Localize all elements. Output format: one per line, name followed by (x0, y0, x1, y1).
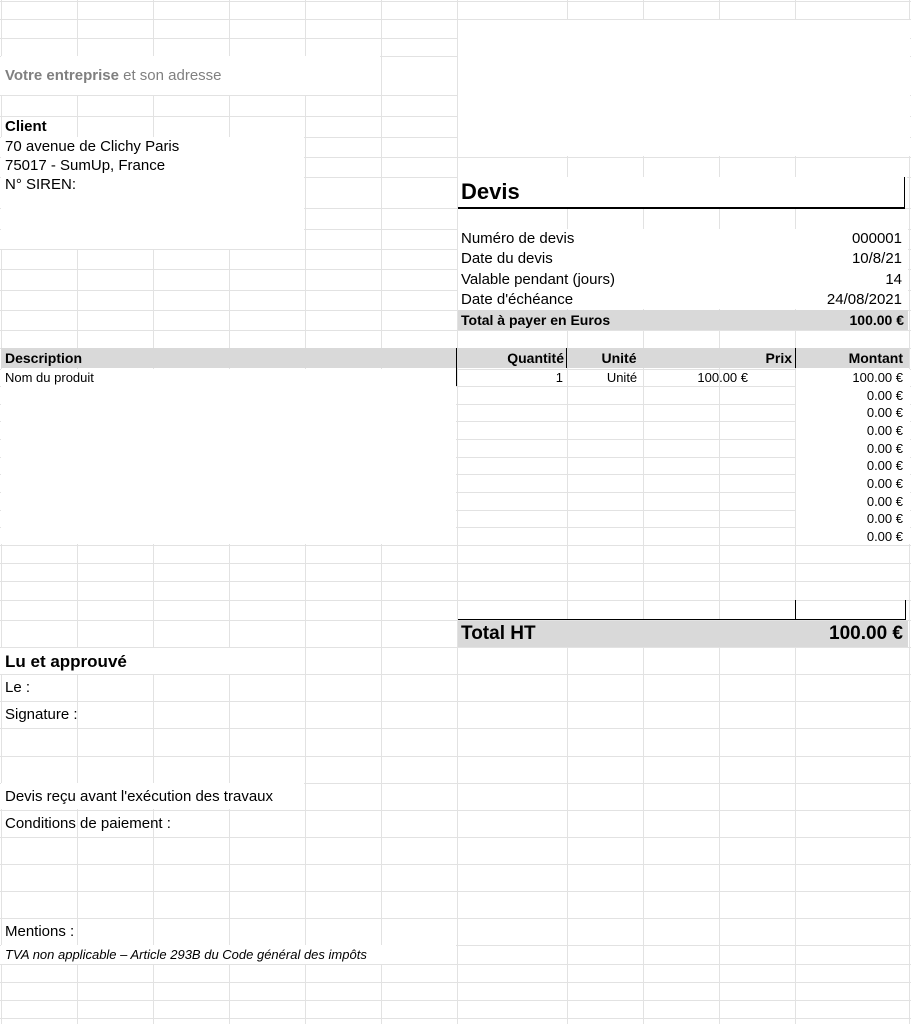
empty-amount: 0.00 € (866, 476, 903, 491)
quote-title-underline (458, 207, 905, 209)
col-header-description: Description (5, 350, 83, 366)
empty-amount: 0.00 € (866, 458, 903, 473)
empty-amount: 0.00 € (866, 405, 903, 420)
quote-title: Devis (461, 179, 520, 204)
item-quantity: 1 (555, 370, 563, 385)
quote-field-label: Numéro de devis (461, 230, 575, 247)
items-block (1, 369, 456, 544)
total-ht-value: 100.00 € (829, 623, 903, 644)
client-siren-label: N° SIREN: (5, 176, 77, 193)
client-address-line1: 70 avenue de Clichy Paris (5, 138, 180, 155)
empty-amount: 0.00 € (866, 529, 903, 544)
quote-field-value: 10/8/21 (851, 250, 902, 267)
empty-amount: 0.00 € (866, 511, 903, 526)
empty-amount: 0.00 € (866, 441, 903, 456)
table-divider-desc (456, 348, 457, 386)
col-header-amount: Montant (848, 350, 903, 366)
date-label: Le : (5, 679, 31, 696)
table-divider-qty (566, 348, 567, 368)
quote-field-value: 000001 (851, 230, 902, 247)
quote-title-rightline (904, 177, 905, 208)
col-header-price: Prix (765, 350, 792, 366)
approval-heading: Lu et approuvé (5, 652, 127, 671)
quote-field-label: Valable pendant (jours) (461, 271, 615, 288)
client-address-line2: 75017 - SumUp, France (5, 157, 166, 174)
quote-field-label: Date d'échéance (461, 291, 574, 308)
quote-field-label: Date du devis (461, 250, 553, 267)
total-box-right (905, 600, 906, 620)
empty-amount: 0.00 € (866, 388, 903, 403)
item-price: 100.00 € (697, 370, 748, 385)
vat-notice: TVA non applicable – Article 293B du Code général des impôts (5, 947, 367, 962)
item-unit: Unité (606, 370, 638, 385)
received-text: Devis reçu avant l'exécution des travaux (5, 788, 274, 805)
payment-terms-label: Conditions de paiement : (5, 815, 171, 832)
col-header-quantity: Quantité (507, 350, 564, 366)
total-ht-topline (458, 619, 906, 620)
quote-field-value: 24/08/2021 (826, 291, 902, 308)
quote-title-cell (458, 177, 907, 208)
signature-label: Signature : (5, 706, 78, 723)
col-header-unit: Unité (601, 350, 637, 366)
item-amount: 100.00 € (852, 370, 903, 385)
company-name: Votre entreprise (5, 67, 119, 84)
quote-field-value: 14 (885, 271, 902, 288)
quote-total-label: Total à payer en Euros (461, 312, 611, 328)
total-ht-label: Total HT (461, 623, 536, 644)
mentions-label: Mentions : (5, 923, 75, 940)
company-address-suffix: et son adresse (118, 67, 222, 84)
empty-amount: 0.00 € (866, 423, 903, 438)
total-box-left (795, 600, 796, 620)
item-description: Nom du produit (5, 370, 94, 385)
empty-amount: 0.00 € (866, 494, 903, 509)
table-divider-price (795, 348, 796, 368)
client-heading: Client (5, 118, 47, 135)
company-line (5, 68, 222, 83)
logo-area (458, 20, 910, 156)
quote-total-value: 100.00 € (849, 312, 904, 328)
